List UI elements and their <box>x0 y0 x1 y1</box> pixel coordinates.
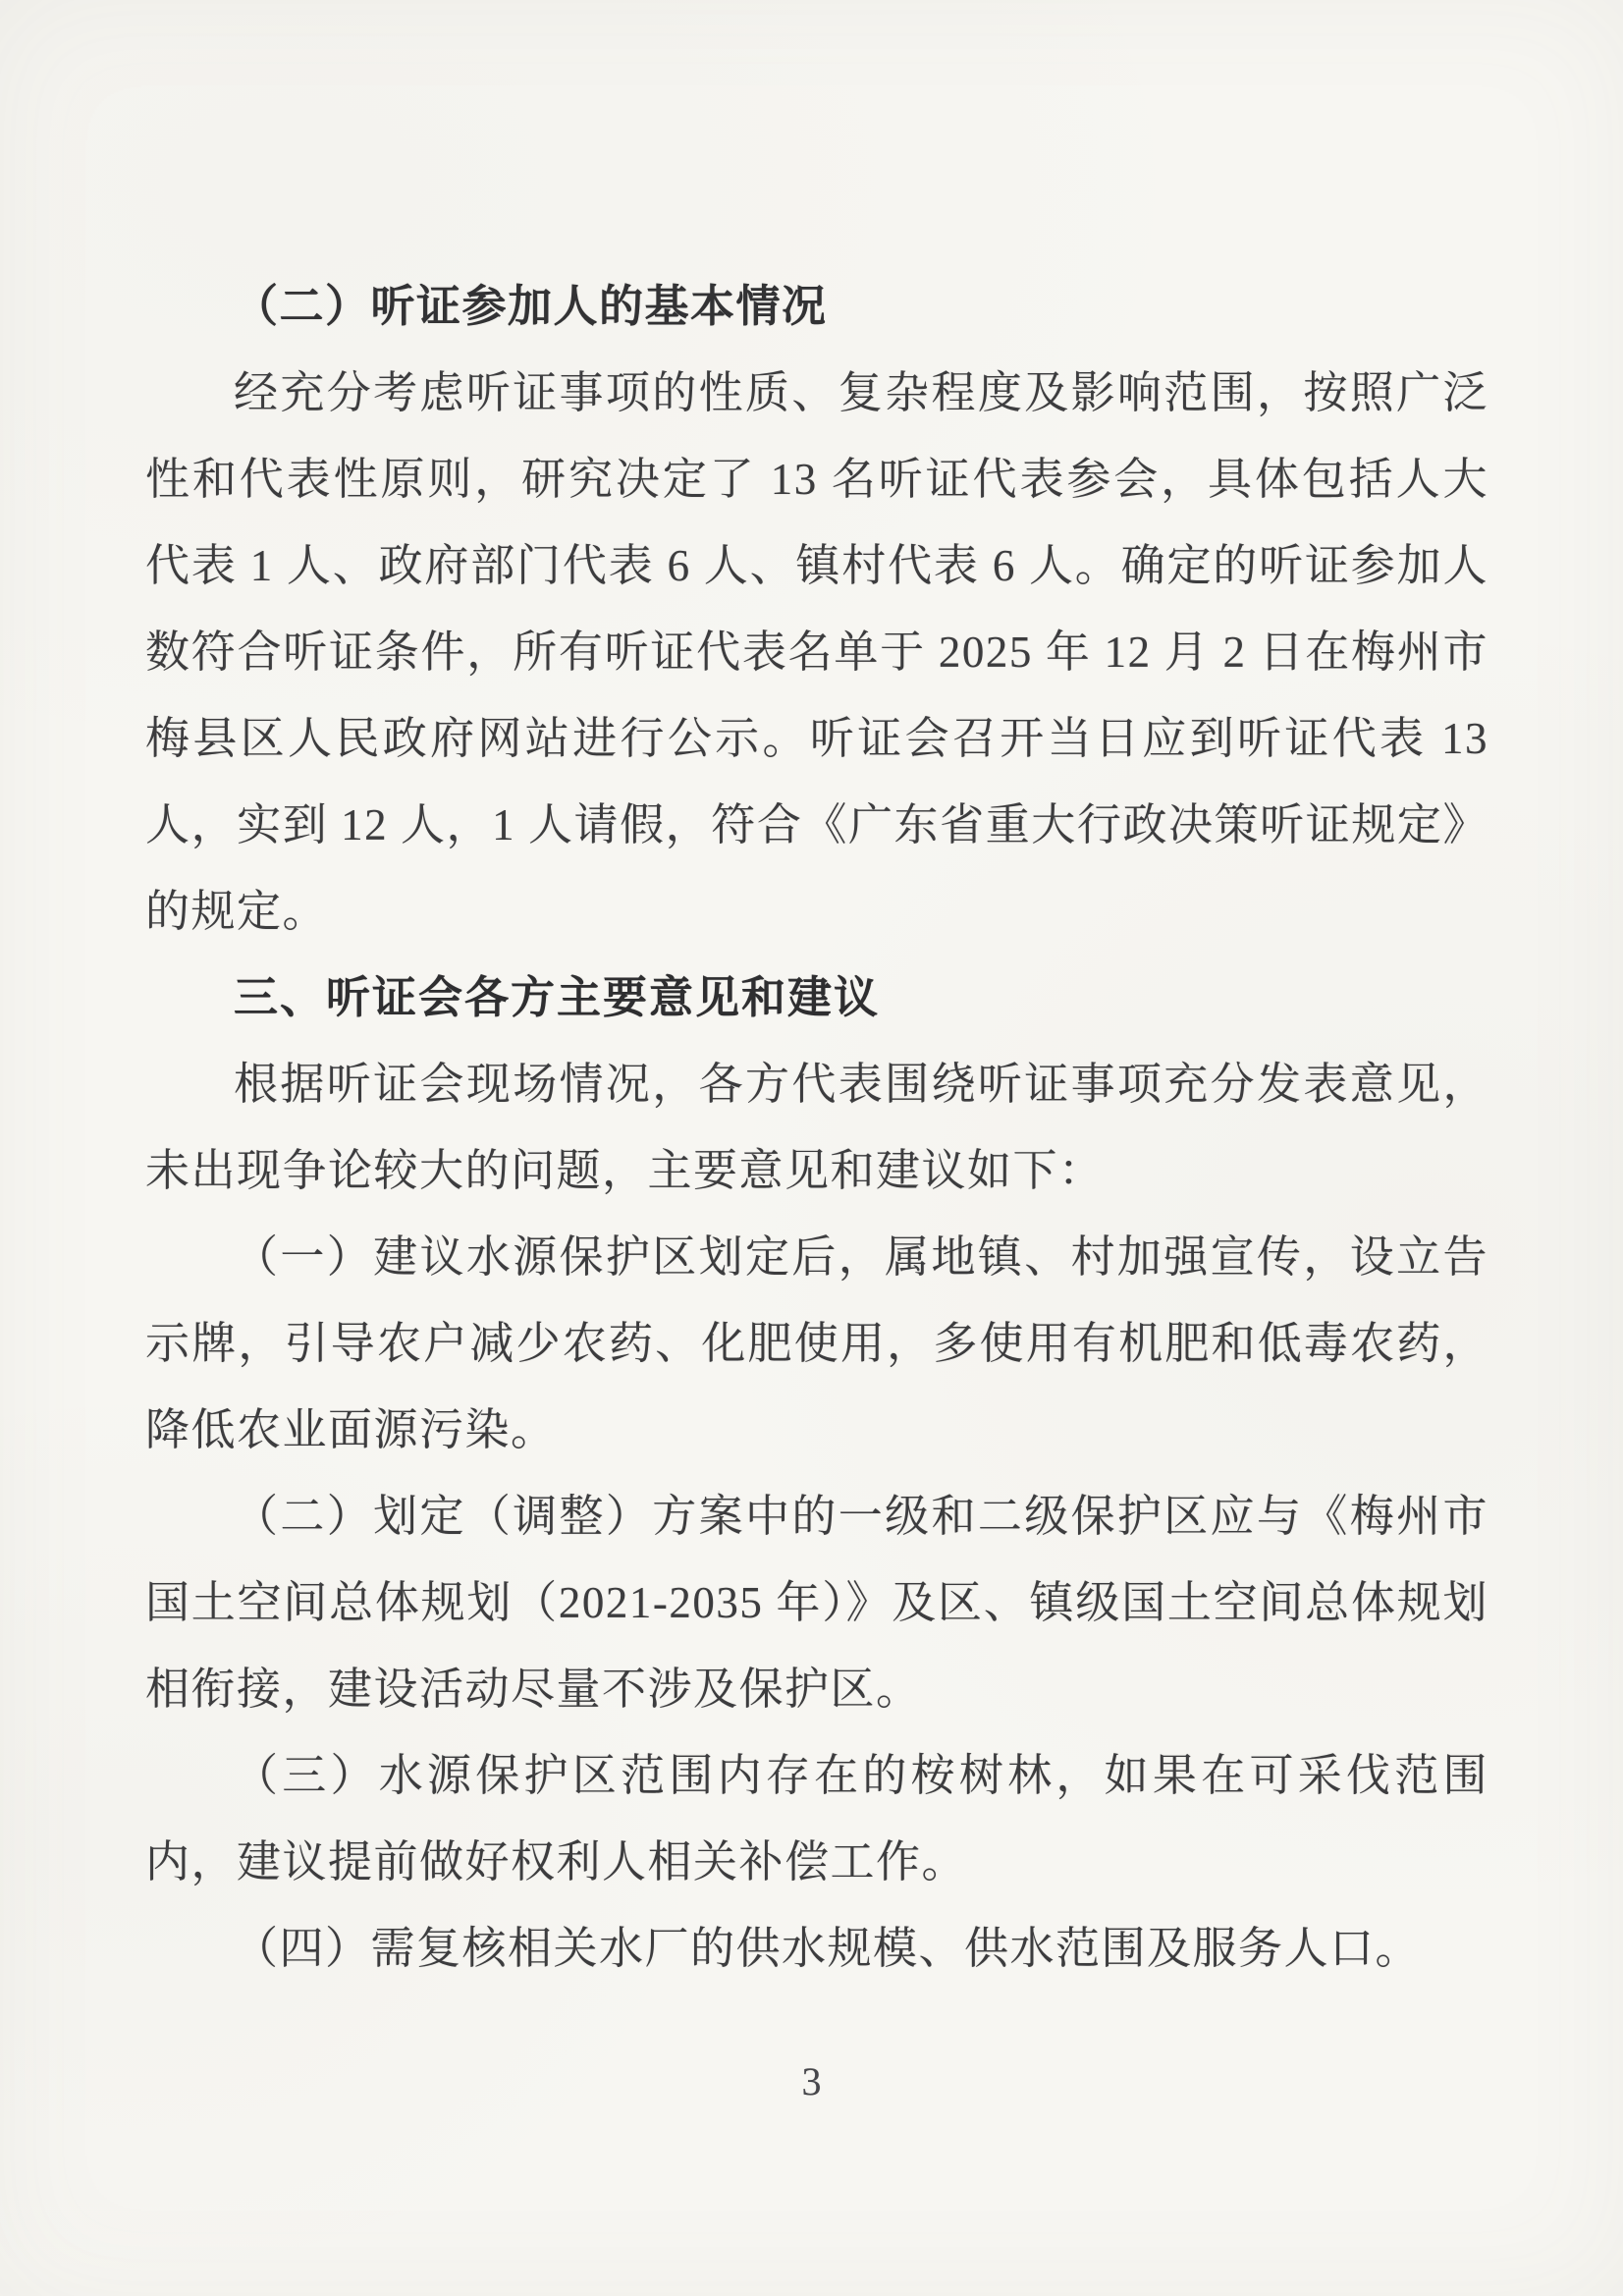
paragraph: （一）建议水源保护区划定后，属地镇、村加强宣传，设立告示牌，引导农户减少农药、化肥使用，多使用有机肥和低毒农药，降低农业面源污染。 <box>145 1232 1488 1454</box>
page-number: 3 <box>801 2059 822 2104</box>
paragraph: （四）需复核相关水厂的供水规模、供水范围及服务人口。 <box>234 1924 1422 1973</box>
section-heading1: 三、听证会各方主要意见和建议 <box>234 972 881 1022</box>
paragraph: 根据听证会现场情况，各方代表围绕听证事项充分发表意见，未出现争论较大的问题，主要意见和建议如下： <box>145 1060 1488 1195</box>
paragraph: 经充分考虑听证事项的性质、复杂程度及影响范围，按照广泛性和代表性原则，研究决定了 13 名听证代表参会，具体包括人大代表 1 人、政府部门代表 6 人、镇村代表 6 人。确定的听证参加人数符合听证条件，所有听证代表名单于 2025 年 12 月 2 日在梅州市梅县区人民政府网站进行公示。听证会召开当日应到听证代表 13 人，实到 12 人，1 人请假，符合《广东省重大行政决策听证规定》的规定。 <box>145 368 1488 936</box>
document-body <box>145 263 1488 1992</box>
section-heading2: （二）听证参加人的基本情况 <box>234 282 828 331</box>
paragraph: （二）划定（调整）方案中的一级和二级保护区应与《梅州市国土空间总体规划（2021-2035 年）》及区、镇级国土空间总体规划相衔接，建设活动尽量不涉及保护区。 <box>145 1492 1488 1714</box>
page-footer <box>0 2058 1623 2105</box>
paragraph: （三）水源保护区范围内存在的桉树林，如果在可采伐范围内，建议提前做好权利人相关补偿工作。 <box>145 1751 1488 1886</box>
